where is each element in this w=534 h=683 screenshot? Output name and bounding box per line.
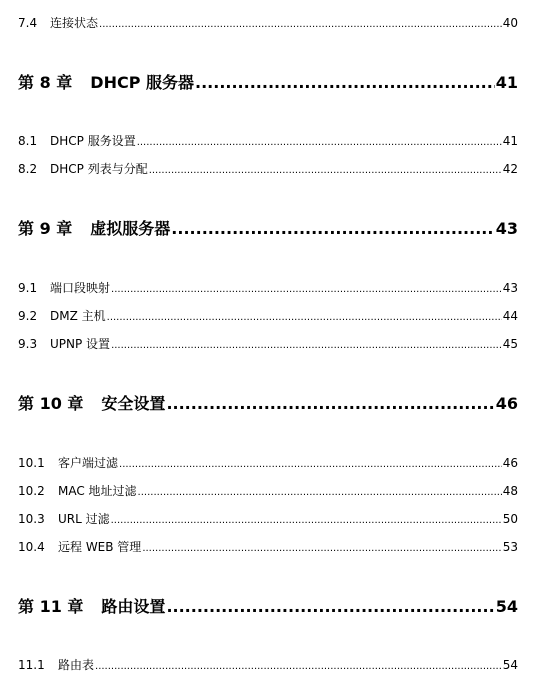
page-number: 46 <box>502 456 518 470</box>
section-number: 8.2 <box>18 162 38 176</box>
dot-leader <box>142 543 501 554</box>
toc-section-10-2[interactable] <box>18 482 518 498</box>
section-number: 9.2 <box>18 309 38 323</box>
toc-section-9-1[interactable] <box>18 279 518 295</box>
page-number: 43 <box>502 281 518 295</box>
toc-chapter-11[interactable] <box>18 594 518 616</box>
page-number: 44 <box>502 309 518 323</box>
chapter-number: 第 11 章 <box>18 597 84 616</box>
dot-leader <box>138 487 502 498</box>
toc-chapter-9[interactable] <box>18 216 518 238</box>
page-number: 42 <box>502 162 518 176</box>
section-number: 8.1 <box>18 134 38 148</box>
section-title: DMZ 主机 <box>50 309 106 323</box>
dot-leader <box>166 394 494 413</box>
section-title: UPNP 设置 <box>50 337 111 351</box>
toc-section-9-3[interactable] <box>18 335 518 351</box>
section-title: 远程 WEB 管理 <box>58 540 142 554</box>
toc-section-10-3[interactable] <box>18 510 518 526</box>
dot-leader <box>137 137 502 148</box>
page-number: 40 <box>502 16 518 30</box>
section-title: 路由表 <box>58 658 95 672</box>
section-title: 连接状态 <box>50 16 99 30</box>
page-number: 45 <box>502 337 518 351</box>
dot-leader <box>166 597 494 616</box>
section-title: MAC 地址过滤 <box>58 484 137 498</box>
dot-leader <box>171 219 494 238</box>
section-title: URL 过滤 <box>58 512 110 526</box>
dot-leader <box>99 19 502 30</box>
dot-leader <box>107 312 502 323</box>
dot-leader <box>149 165 502 176</box>
section-title: DHCP 服务设置 <box>50 134 136 148</box>
chapter-number: 第 8 章 <box>18 73 73 92</box>
section-number: 10.1 <box>18 456 45 470</box>
toc-section-7-4[interactable] <box>18 14 518 30</box>
section-number: 10.3 <box>18 512 45 526</box>
page-number: 41 <box>502 134 518 148</box>
dot-leader <box>119 459 502 470</box>
toc-section-10-1[interactable] <box>18 454 518 470</box>
section-title: 客户端过滤 <box>58 456 119 470</box>
dot-leader <box>195 73 495 92</box>
page-number: 54 <box>495 597 518 616</box>
dot-leader <box>111 515 502 526</box>
dot-leader <box>111 340 502 351</box>
chapter-title: 虚拟服务器 <box>90 219 171 238</box>
section-title: DHCP 列表与分配 <box>50 162 148 176</box>
chapter-title: 路由设置 <box>101 597 166 616</box>
page-number: 41 <box>495 73 518 92</box>
toc-section-8-2[interactable] <box>18 160 518 176</box>
section-number: 10.4 <box>18 540 45 554</box>
section-number: 10.2 <box>18 484 45 498</box>
toc-chapter-10[interactable] <box>18 391 518 413</box>
page-number: 48 <box>502 484 518 498</box>
toc-section-11-1[interactable] <box>18 656 518 672</box>
page-number: 43 <box>495 219 518 238</box>
toc-section-10-4[interactable] <box>18 538 518 554</box>
dot-leader <box>111 284 502 295</box>
page-number: 53 <box>502 540 518 554</box>
chapter-title: DHCP 服务器 <box>90 73 194 92</box>
section-number: 9.3 <box>18 337 38 351</box>
page-number: 50 <box>502 512 518 526</box>
section-number: 11.1 <box>18 658 45 672</box>
chapter-number: 第 9 章 <box>18 219 73 238</box>
page-number: 46 <box>495 394 518 413</box>
chapter-title: 安全设置 <box>101 394 166 413</box>
toc-chapter-8[interactable] <box>18 70 518 92</box>
dot-leader <box>95 661 502 672</box>
chapter-number: 第 10 章 <box>18 394 84 413</box>
page-number: 54 <box>502 658 518 672</box>
section-number: 9.1 <box>18 281 38 295</box>
toc-section-9-2[interactable] <box>18 307 518 323</box>
section-title: 端口段映射 <box>50 281 111 295</box>
toc-section-8-1[interactable] <box>18 132 518 148</box>
section-number: 7.4 <box>18 16 38 30</box>
